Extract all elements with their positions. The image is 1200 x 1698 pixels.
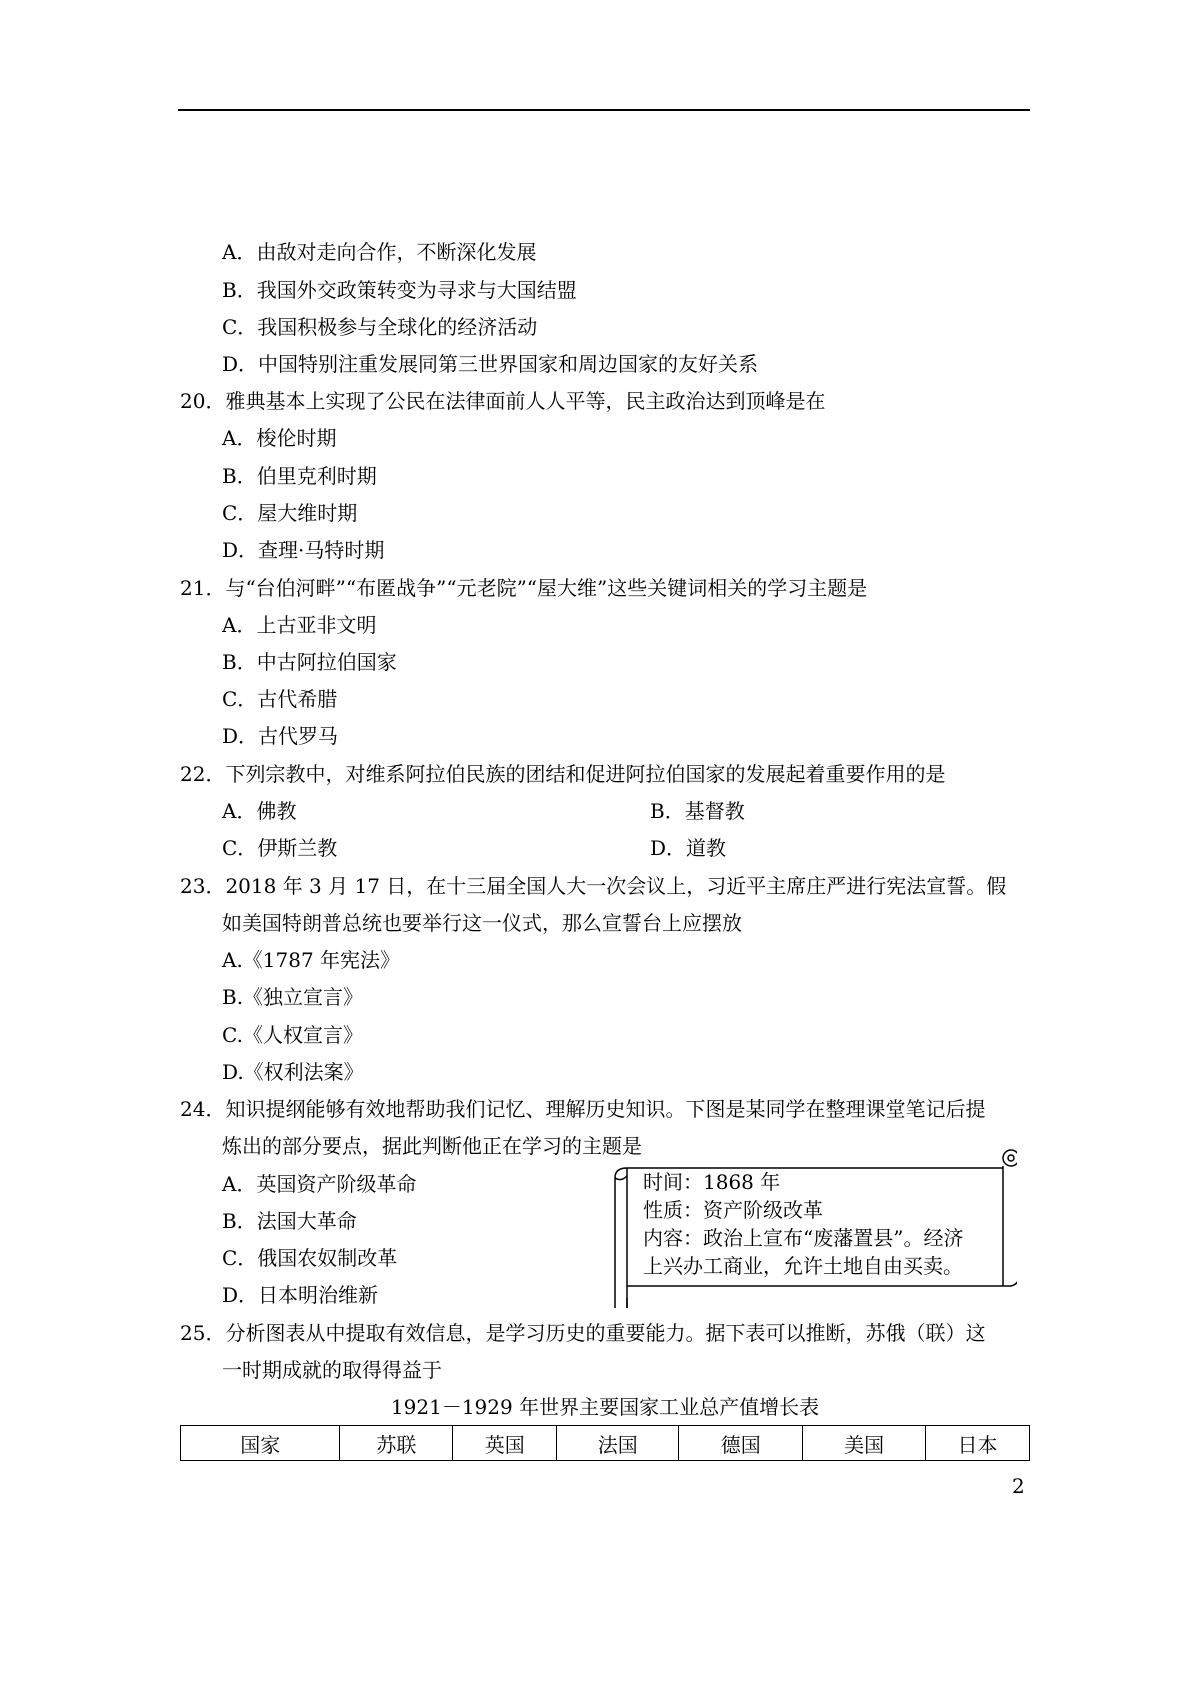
table-header-cell: 日本	[926, 1426, 1030, 1461]
table-header-cell: 美国	[803, 1426, 926, 1461]
q22-option-d: D．道教	[650, 836, 727, 860]
q20-option-d: D．查理·马特时期	[222, 538, 385, 562]
q23-option-b: B.《独立宣言》	[222, 985, 364, 1009]
q22-option-a: A．佛教	[222, 799, 297, 823]
q20-option-c: C．屋大维时期	[222, 501, 358, 525]
table-header-cell: 德国	[679, 1426, 803, 1461]
q21-option-c: C．古代希腊	[222, 687, 338, 711]
scroll-line-time: 时间：1868 年	[643, 1170, 781, 1194]
page-number: 2	[1012, 1474, 1025, 1498]
q21-option-d: D．古代罗马	[222, 724, 339, 748]
q24-option-b: B．法国大革命	[222, 1209, 357, 1233]
scroll-line-content-2: 上兴办工商业，允许土地自由买卖。	[643, 1254, 963, 1278]
table-header-cell: 法国	[557, 1426, 679, 1461]
q23-option-a: A.《1787 年宪法》	[222, 948, 401, 972]
q19-option-b: B．我国外交政策转变为寻求与大国结盟	[222, 278, 577, 302]
table-header-cell: 国家	[181, 1426, 340, 1461]
q19-option-c: C．我国积极参与全球化的经济活动	[222, 315, 538, 339]
q24-stem-line2: 炼出的部分要点，据此判断他正在学习的主题是	[222, 1134, 642, 1158]
q21-option-a: A．上古亚非文明	[222, 613, 377, 637]
q22-option-b: B．基督教	[650, 799, 745, 823]
q19-option-d: D．中国特别注重发展同第三世界国家和周边国家的友好关系	[222, 352, 759, 376]
q23-option-c: C.《人权宣言》	[222, 1023, 363, 1047]
q20-option-a: A．梭伦时期	[222, 426, 337, 450]
q22-stem: 22．下列宗教中，对维系阿拉伯民族的团结和促进阿拉伯国家的发展起着重要作用的是	[180, 762, 946, 786]
q24-option-c: C．俄国农奴制改革	[222, 1246, 398, 1270]
q25-stem-line2: 一时期成就的取得得益于	[222, 1358, 442, 1382]
table-header-cell: 苏联	[340, 1426, 453, 1461]
q20-stem: 20．雅典基本上实现了公民在法律面前人人平等，民主政治达到顶峰是在	[180, 389, 826, 413]
q21-option-b: B．中古阿拉伯国家	[222, 650, 397, 674]
q19-option-a: A．由敌对走向合作，不断深化发展	[222, 240, 537, 264]
q22-option-c: C．伊斯兰教	[222, 836, 338, 860]
q24-stem-line1: 24．知识提纲能够有效地帮助我们记忆、理解历史知识。下图是某同学在整理课堂笔记后提	[180, 1097, 986, 1121]
table-header-row	[181, 1426, 1030, 1461]
q25-stem-line1: 25．分析图表从中提取有效信息，是学习历史的重要能力。据下表可以推断，苏俄（联）这	[180, 1321, 986, 1345]
q23-stem-line2: 如美国特朗普总统也要举行这一仪式，那么宣誓台上应摆放	[222, 911, 742, 935]
scroll-line-nature: 性质：资产阶级改革	[643, 1198, 823, 1222]
industrial-growth-table	[180, 1425, 1030, 1461]
q21-stem: 21．与“台伯河畔”“布匿战争”“元老院”“屋大维”这些关键词相关的学习主题是	[180, 576, 868, 600]
table-header-cell: 英国	[453, 1426, 557, 1461]
q24-option-a: A．英国资产阶级革命	[222, 1172, 417, 1196]
q23-option-d: D.《权利法案》	[222, 1060, 364, 1084]
table-caption: 1921－1929 年世界主要国家工业总产值增长表	[390, 1395, 820, 1419]
header-rule	[178, 109, 1030, 111]
q24-scroll-figure	[607, 1148, 1017, 1308]
scroll-line-content-1: 内容：政治上宣布“废藩置县”。经济	[643, 1226, 964, 1250]
q24-option-d: D．日本明治维新	[222, 1283, 379, 1307]
q20-option-b: B．伯里克利时期	[222, 464, 377, 488]
q23-stem-line1: 23．2018 年 3 月 17 日，在十三届全国人大一次会议上，习近平主席庄严进行宪法宣誓。假	[180, 874, 1007, 898]
